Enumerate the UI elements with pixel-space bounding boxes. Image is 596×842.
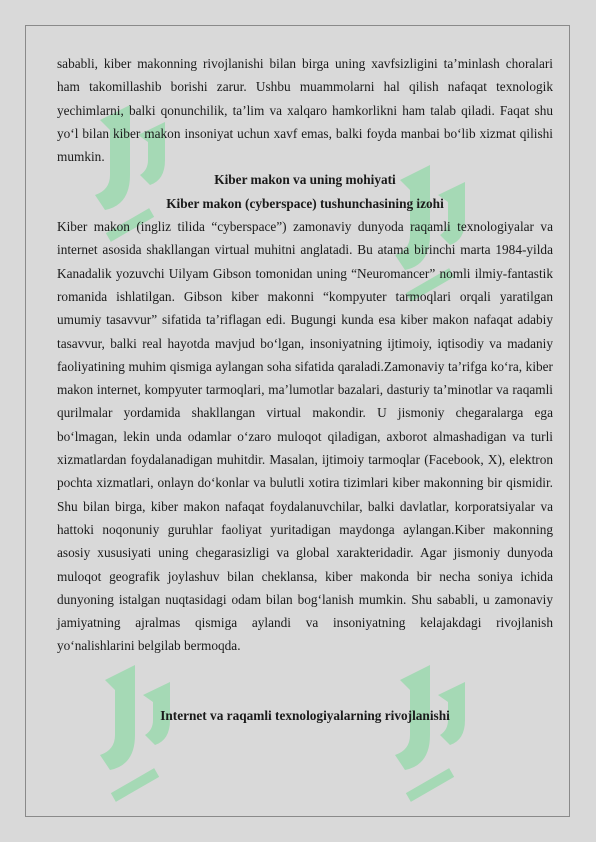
subsection-heading: Kiber makon (cyberspace) tushunchasining izohi bbox=[166, 195, 444, 211]
document-body bbox=[57, 52, 553, 727]
next-section-heading: Internet va raqamli texnologiyalarning rivojlanishi bbox=[160, 707, 450, 723]
section-heading: Kiber makon va uning mohiyati bbox=[214, 172, 396, 188]
paragraph-intro: sababli, kiber makonning rivojlanishi bilan birga uning xavfsizligini ta’minlash choralari ham takomillashib borishi zarur. Ushbu muammolarni hal qilish nafaqat texnologik yechimlarni, balki qonunchilik, ta’lim va xalqaro hamkorlikni ham talab qiladi. Faqat shu yo‘l bilan kiber makon insoniyat uchun xavf emas, balki foyda manbai bo‘lib xizmat qilishi mumkin. bbox=[57, 56, 553, 165]
spacer bbox=[57, 658, 553, 704]
paragraph-main: Kiber makon (ingliz tilida “cyberspace”) zamonaviy dunyoda raqamli texnologiyalar va internet asosida shakllangan virtual muhitni anglatadi. Bu atama birinchi marta 1984-yilda Kanadalik yozuvchi Uilyam Gibson tomonidan uning “Neuromancer” nomli ilmiy-fantastik romanida ishlatilgan. Gibson kiber makonni “kompyuter tarmoqlari orqali yaratilgan umumiy tasavvur” sifatida ta’riflagan edi. Bugungi kunda esa kiber makon nafaqat adabiy tasavvur, balki real hayotda mavjud bo‘lgan, insoniyatning ijtimoiy, iqtisodiy va madaniy faoliyatining muhim qismiga aylangan soha sifatida qaraladi.Zamonaviy ta’rifga ko‘ra, kiber makon internet, kompyuter tarmoqlari, ma’lumotlar bazalari, dasturiy ta’minotlar va raqamli qurilmalar yordamida shakllangan virtual makondir. U jismoniy chegaralarga ega bo‘lmagan, lekin unda odamlar o‘zaro muloqot qiladigan, axborot almashadigan va turli xizmatlardan foydalanadigan muhitdir. Masalan, ijtimoiy tarmoqlar (Facebook, X), elektron pochta xizmatlari, onlayn do‘konlar va bulutli xotira tizimlari kiber makonning bir qismidir. Shu bilan birga, kiber makon nafaqat foydalanuvchilar, balki davlatlar, korporatsiyalar va hattoki noqonuniy guruhlar faoliyat yuritadigan maydonga aylangan.Kiber makonning asosiy xususiyati uning chegarasizligi va global xarakteridadir. Agar jismoniy dunyoda muloqot geografik joylashuv bilan cheklansa, kiber makonda bir necha soniya ichida dunyoning istalgan nuqtasidagi odam bilan bog‘lanish mumkin. Shu sababli, u zamonaviy jamiyatning ajralmas qismiga aylandi va insoniyatning kelajakdagi rivojlanish yo‘nalishlarini belgilab bermoqda. bbox=[57, 219, 553, 654]
